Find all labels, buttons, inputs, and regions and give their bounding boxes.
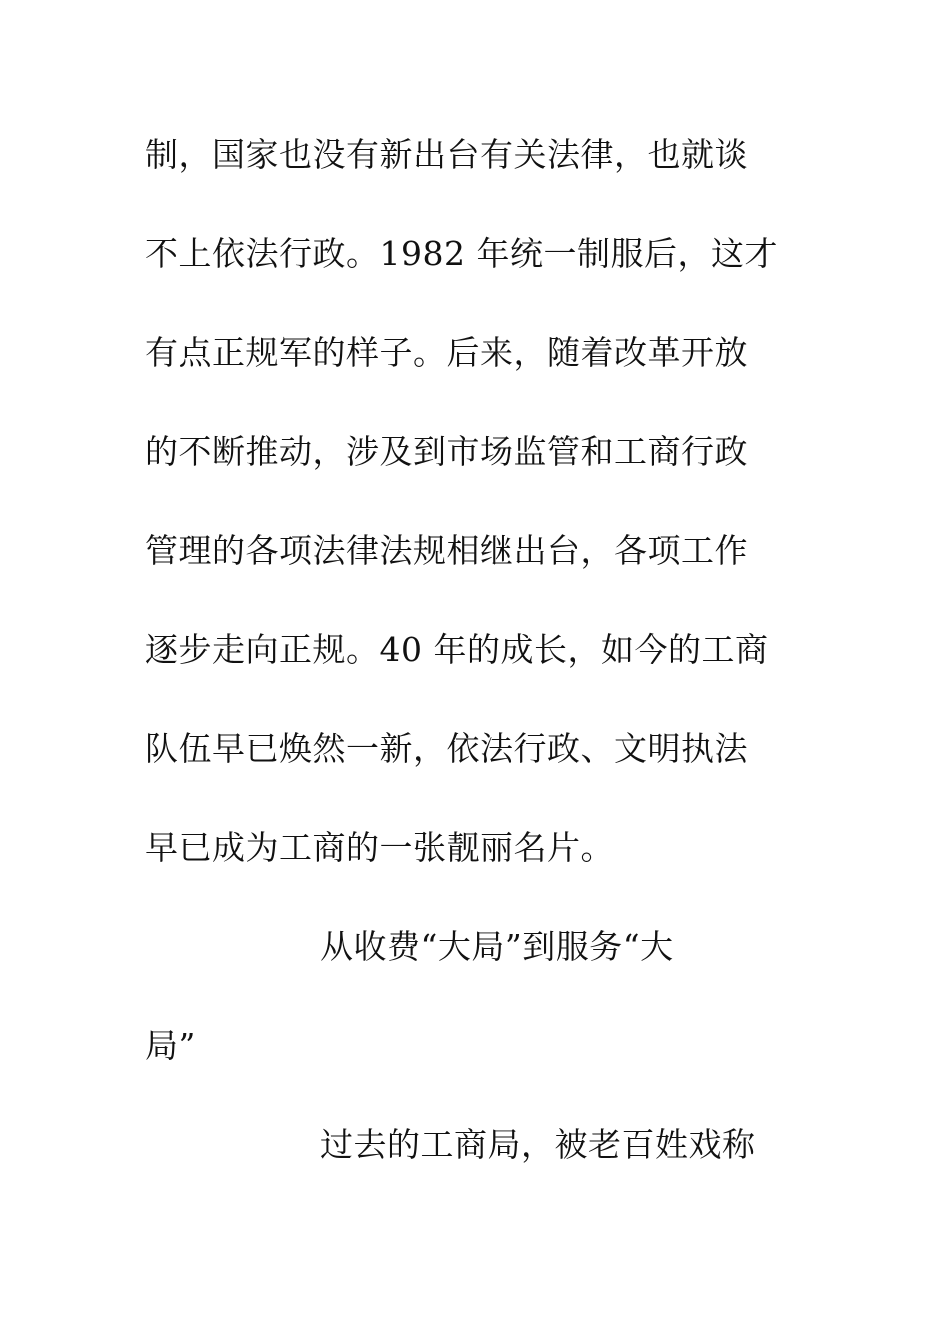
- body-text-line: 不上依法行政。1982 年统一制服后，这才: [145, 234, 778, 273]
- body-text-line: 逐步走向正规。40 年的成长，如今的工商: [145, 630, 769, 669]
- section-heading-line: 从收费“大局”到服务“大: [320, 927, 674, 966]
- body-text-line: 队伍早已焕然一新，依法行政、文明执法: [145, 729, 748, 768]
- body-text-line: 制，国家也没有新出台有关法律，也就谈: [145, 135, 748, 174]
- body-text-line: 管理的各项法律法规相继出台，各项工作: [145, 531, 748, 570]
- body-text-line: 过去的工商局，被老百姓戏称: [320, 1125, 756, 1164]
- body-text-line: 有点正规军的样子。后来，随着改革开放: [145, 333, 748, 372]
- body-text-line: 的不断推动，涉及到市场监管和工商行政: [145, 432, 748, 471]
- section-heading-line: 局”: [145, 1026, 196, 1065]
- body-text-line: 早已成为工商的一张靓丽名片。: [145, 828, 614, 867]
